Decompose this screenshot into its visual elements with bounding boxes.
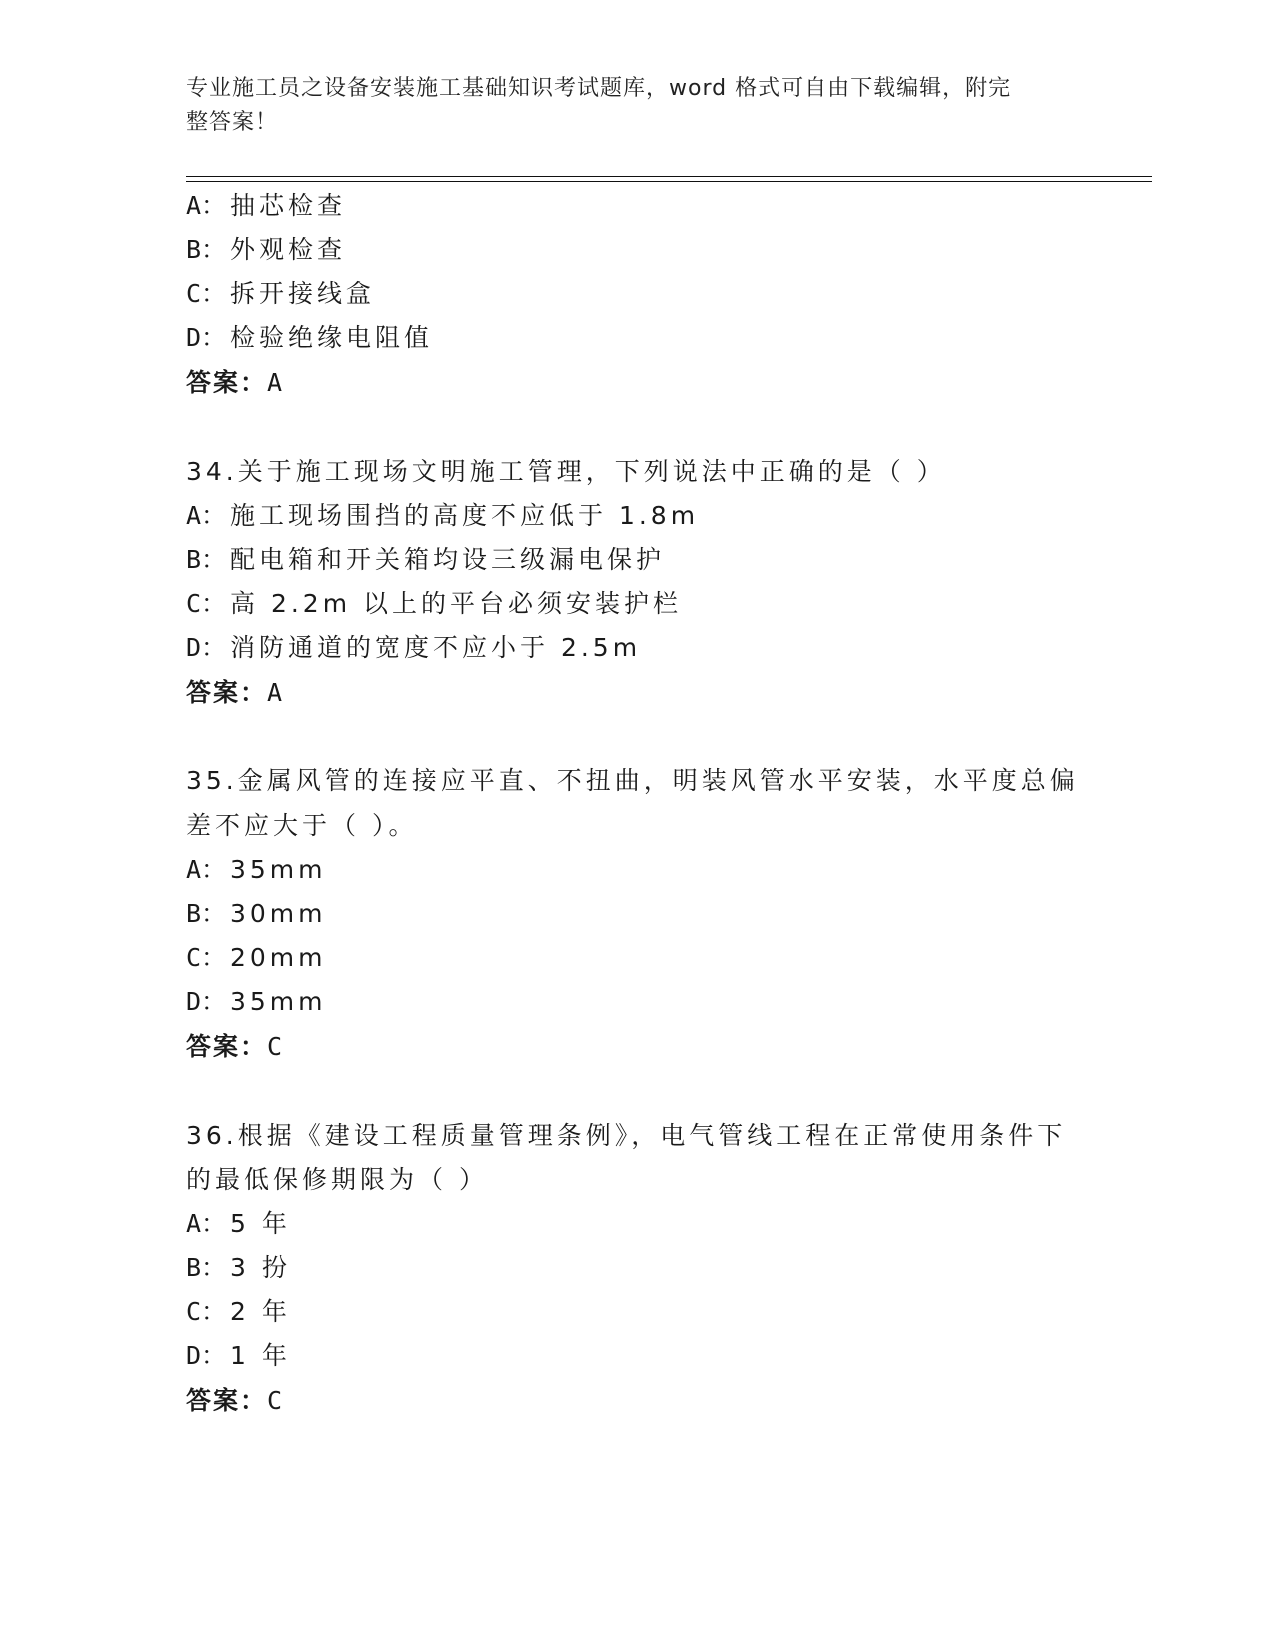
- header-rule-top: [186, 176, 1152, 177]
- q34-stem: 34.关于施工现场文明施工管理，下列说法中正确的是（ ）: [186, 457, 946, 486]
- q35-option-b: B： 30mm: [186, 899, 327, 928]
- q35-stem-line-2: 差不应大于（ ）。: [186, 811, 418, 840]
- header-rule-bottom: [186, 181, 1152, 182]
- q34-option-a: A： 施工现场围挡的高度不应低于 1.8m: [186, 501, 700, 530]
- document-header: [186, 72, 1066, 140]
- q36-option-b: B： 3 扮: [186, 1253, 291, 1282]
- q36-stem-line-1: 36.根据《建设工程质量管理条例》，电气管线工程在正常使用条件下: [186, 1121, 1067, 1150]
- q34-option-c: C： 高 2.2m 以上的平台必须安装护栏: [186, 589, 683, 618]
- q35-answer: 答案：C: [186, 1032, 285, 1061]
- q33-option-a: A： 抽芯检查: [186, 191, 347, 220]
- q35-option-d: D： 35mm: [186, 987, 327, 1016]
- q33-answer: 答案：A: [186, 368, 285, 397]
- q34-option-b: B： 配电箱和开关箱均设三级漏电保护: [186, 545, 666, 574]
- q34-option-d: D： 消防通道的宽度不应小于 2.5m: [186, 633, 642, 662]
- q36-answer: 答案：C: [186, 1386, 285, 1415]
- q35-option-c: C： 20mm: [186, 943, 327, 972]
- q36-option-d: D： 1 年: [186, 1341, 291, 1370]
- q36-option-a: A： 5 年: [186, 1209, 291, 1238]
- q33-option-d: D： 检验绝缘电阻值: [186, 323, 434, 352]
- q34-answer: 答案：A: [186, 678, 285, 707]
- header-line-1: 专业施工员之设备安装施工基础知识考试题库，word 格式可自由下载编辑，附完: [186, 76, 1012, 101]
- q35-option-a: A： 35mm: [186, 855, 327, 884]
- q33-option-c: C： 拆开接线盒: [186, 279, 376, 308]
- q36-stem-line-2: 的最低保修期限为（ ）: [186, 1165, 488, 1194]
- q33-option-b: B： 外观检查: [186, 235, 347, 264]
- q35-stem-line-1: 35.金属风管的连接应平直、不扭曲，明装风管水平安装，水平度总偏: [186, 766, 1079, 795]
- q36-option-c: C： 2 年: [186, 1297, 291, 1326]
- header-line-2: 整答案！: [186, 110, 279, 135]
